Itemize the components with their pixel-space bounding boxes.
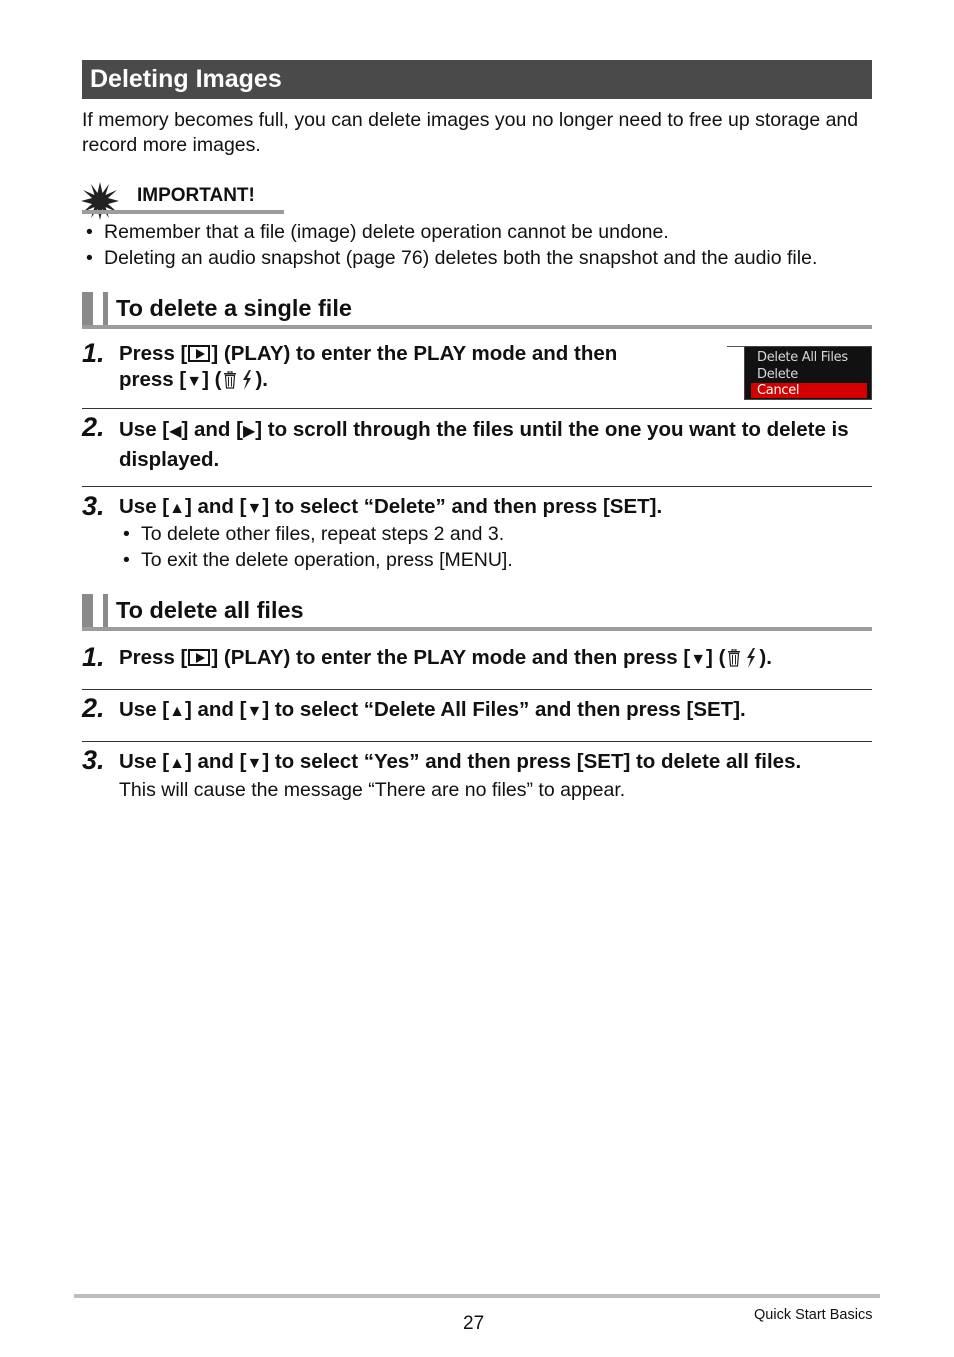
trash-icon [727,649,741,667]
up-arrow-icon: ▲ [169,500,185,517]
step-number: 2. [82,412,105,442]
down-arrow-icon: ▼ [246,703,263,720]
footer-rule [74,1294,880,1298]
down-arrow-icon: ▼ [186,373,203,390]
step-number: 1. [82,642,105,672]
section-rule [82,627,872,631]
intro-paragraph: If memory becomes full, you can delete images you no longer need to free up storage and record more images. [82,109,859,156]
step-text: Press [ ] (PLAY) to enter the PLAY mode and then press [▼] ( ). [119,646,772,669]
step-sub-list [119,522,513,573]
list-item: • Deleting an audio snapshot (page 76) deletes both the snapshot and the audio file. [82,246,817,272]
down-arrow-icon: ▼ [246,755,263,772]
menu-item-cancel: Cancel [751,383,867,398]
flash-icon [745,648,757,668]
step-number: 3. [82,745,105,775]
important-burst-icon [81,182,119,220]
section-marker [82,594,93,630]
step-number: 2. [82,693,105,723]
page-number: 27 [463,1313,485,1334]
step-divider [82,689,872,690]
step-number: 1. [82,338,105,368]
step-note: This will cause the message “There are no files” to appear. [119,779,626,801]
trash-icon [223,371,237,389]
step-divider [82,408,872,409]
step-divider [82,741,872,742]
right-arrow-icon: ▶ [242,423,256,440]
step-text: Use [▲] and [▼] to select “Delete” and then press [SET]. [119,495,663,518]
play-button-icon [188,345,210,362]
delete-menu-screen [744,346,872,400]
list-item: • Remember that a file (image) delete operation cannot be undone. [82,220,817,246]
play-button-icon [188,649,210,666]
up-arrow-icon: ▲ [169,703,185,720]
important-underline [82,210,284,214]
footer-section-name: Quick Start Basics [754,1307,873,1323]
step-number: 3. [82,491,105,521]
step-divider [82,486,872,487]
section-rule [82,325,872,329]
up-arrow-icon: ▲ [169,755,185,772]
section-marker-thin [103,594,108,630]
list-item: • To exit the delete operation, press [MENU]. [119,548,513,574]
page-title: Deleting Images [90,65,282,93]
important-label: IMPORTANT! [137,185,255,206]
section-marker-thin [103,292,108,328]
section-title-all: To delete all files [116,597,304,623]
section-title-single: To delete a single file [116,295,352,321]
step-text: Use [◀] and [▶] to scroll through the files until the one you want to delete is displayed. [119,418,849,471]
menu-item-delete: Delete [757,367,798,382]
down-arrow-icon: ▼ [246,500,263,517]
left-arrow-icon: ◀ [169,423,182,440]
list-item: • To delete other files, repeat steps 2 and 3. [119,522,513,548]
flash-icon [241,370,253,390]
section-marker [82,292,93,328]
step-text: Use [▲] and [▼] to select “Delete All Files” and then press [SET]. [119,698,746,721]
important-list [82,220,817,271]
down-arrow-icon: ▼ [690,651,707,668]
step-text: Use [▲] and [▼] to select “Yes” and then press [SET] to delete all files. [119,750,802,773]
menu-item-delete-all: Delete All Files [757,350,848,365]
step-text: Press [ ] (PLAY) to enter the PLAY mode and then press [▼] ( ). [119,342,618,391]
